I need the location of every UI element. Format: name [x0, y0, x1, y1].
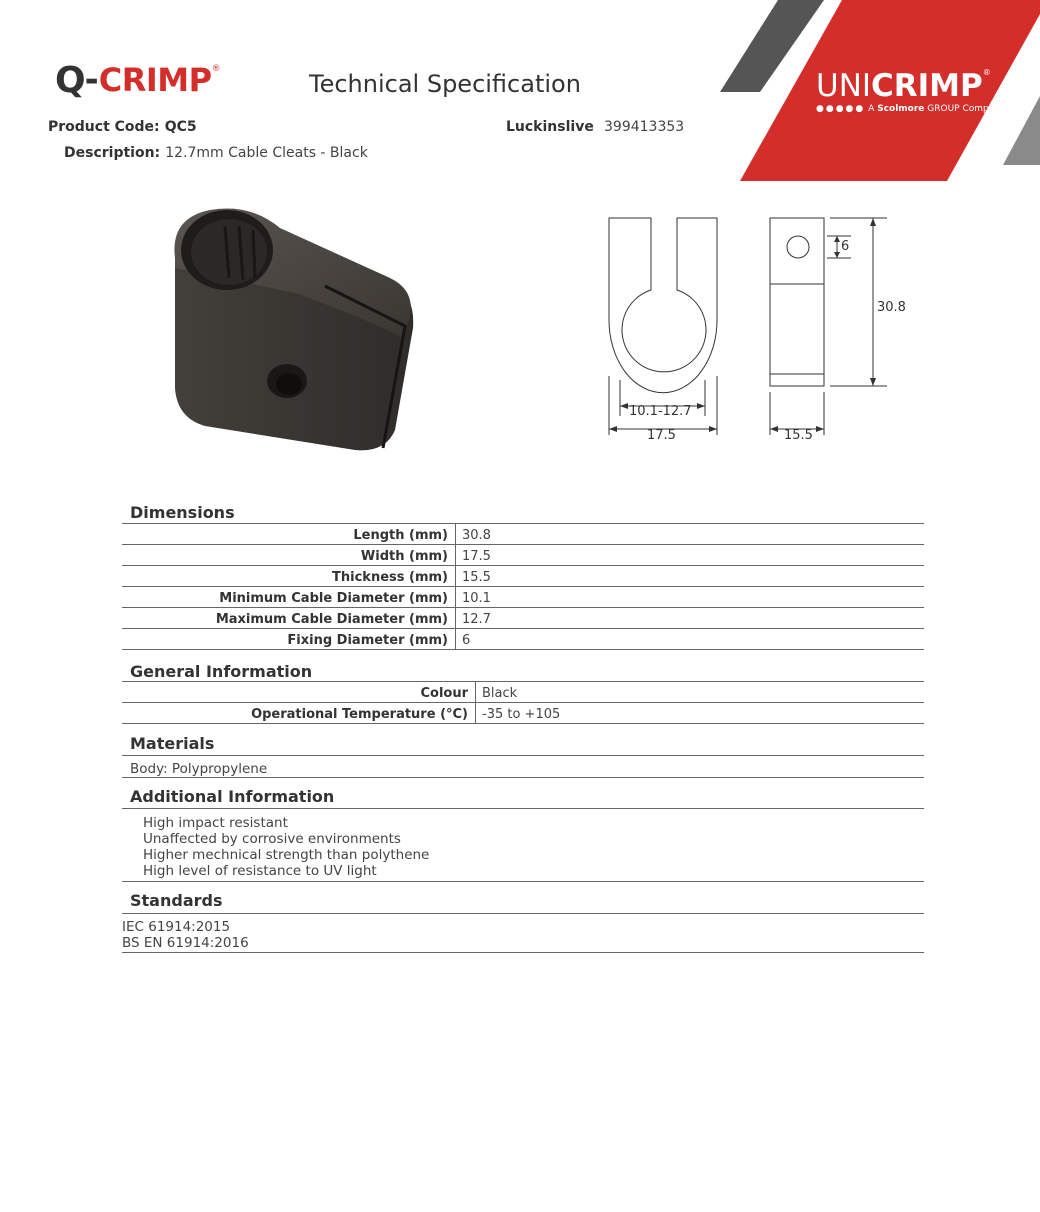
divider [122, 913, 924, 914]
dimension-value: 30.8 [462, 528, 491, 543]
dim-label-hole: 6 [841, 239, 850, 254]
divider [122, 607, 924, 608]
dimension-value: 12.7 [462, 612, 491, 627]
divider [122, 881, 924, 882]
dimension-label: Width (mm) [360, 549, 448, 564]
product-code [48, 116, 197, 135]
divider [122, 777, 924, 778]
divider [122, 649, 924, 650]
general-value: Black [482, 686, 518, 701]
reference [506, 116, 684, 135]
materials-item: Body: Polypropylene [130, 761, 268, 777]
banner-light-stripe [1003, 96, 1040, 165]
qcrimp-logo-crimp: CRIMP [98, 61, 212, 99]
divider [122, 702, 924, 703]
dim-label-thickness: 15.5 [784, 428, 813, 443]
description-value: 12.7mm Cable Cleats - Black [165, 145, 368, 161]
unicrimp-logo [816, 68, 1005, 114]
dimension-label: Fixing Diameter (mm) [287, 633, 448, 648]
side-view-hole [787, 236, 809, 258]
dimension-value: 6 [462, 633, 471, 648]
product-code-label: Product Code: [48, 119, 160, 135]
column-separator [455, 524, 456, 649]
qcrimp-logo-dash: - [84, 60, 99, 100]
divider [122, 723, 924, 724]
standards-item: IEC 61914:2015 [122, 919, 231, 935]
additional-item: Higher mechnical strength than polythene [143, 847, 430, 863]
document-title: Technical Specification [309, 70, 581, 98]
divider [122, 628, 924, 629]
dim-label-length: 30.8 [877, 300, 906, 315]
general-label: Colour [420, 686, 468, 701]
additional-item: High level of resistance to UV light [143, 863, 377, 879]
standards-heading: Standards [130, 891, 223, 910]
unicrimp-logo-uni: UNI [816, 68, 872, 104]
dimension-label: Minimum Cable Diameter (mm) [219, 591, 448, 606]
tagline-brand: Scolmore [877, 104, 925, 114]
reference-label: Luckinslive [506, 119, 594, 135]
divider [122, 681, 924, 682]
tagline-prefix: A [868, 104, 875, 114]
qcrimp-logo [55, 58, 221, 102]
divider [122, 586, 924, 587]
divider [122, 952, 924, 953]
general-value: -35 to +105 [482, 707, 561, 722]
divider [122, 544, 924, 545]
dimension-value: 15.5 [462, 570, 491, 585]
dimension-label: Thickness (mm) [332, 570, 448, 585]
dots-icon: ●●●●● [816, 104, 866, 114]
qcrimp-logo-q: Q [55, 59, 85, 101]
unicrimp-tagline [816, 104, 1005, 114]
divider [122, 755, 924, 756]
standards-item: BS EN 61914:2016 [122, 935, 249, 951]
unicrimp-logo-crimp: CRIMP [871, 68, 983, 104]
qcrimp-logo-reg: ® [211, 64, 221, 74]
product-image [165, 198, 420, 458]
dimension-value: 10.1 [462, 591, 491, 606]
tagline-suffix: GROUP Company [927, 104, 1006, 114]
unicrimp-logo-reg: ® [982, 68, 991, 77]
general-heading: General Information [130, 662, 313, 681]
additional-item: High impact resistant [143, 815, 288, 831]
dimension-label: Maximum Cable Diameter (mm) [215, 612, 448, 627]
dimension-value: 17.5 [462, 549, 491, 564]
divider [122, 565, 924, 566]
divider [122, 808, 924, 809]
description-label: Description: [64, 145, 161, 161]
dim-label-range: 10.1-12.7 [629, 404, 692, 419]
dimensions-heading: Dimensions [130, 503, 235, 522]
product-code-value: QC5 [164, 119, 197, 135]
dimension-label: Length (mm) [353, 528, 448, 543]
reference-value: 399413353 [604, 119, 685, 135]
additional-item: Unaffected by corrosive environments [143, 831, 401, 847]
materials-heading: Materials [130, 734, 215, 753]
general-label: Operational Temperature (°C) [251, 707, 468, 722]
description [64, 142, 368, 161]
divider [122, 523, 924, 524]
column-separator [475, 682, 476, 723]
additional-heading: Additional Information [130, 787, 335, 806]
dim-label-width: 17.5 [647, 428, 676, 443]
front-view-outline [609, 218, 717, 393]
side-view-outline [770, 218, 824, 386]
